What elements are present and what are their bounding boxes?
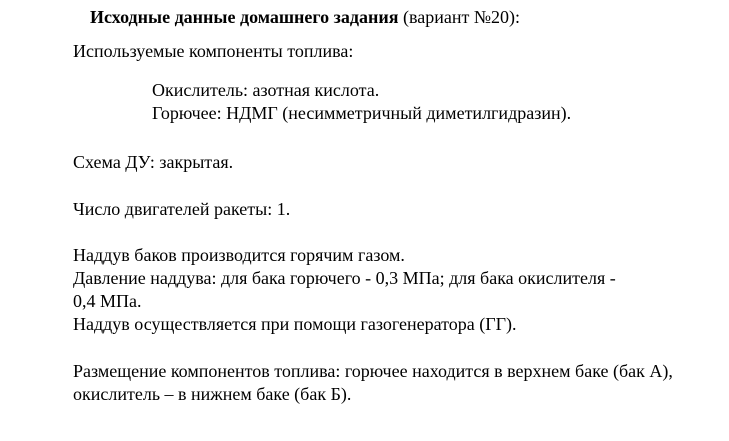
document-title [73,6,719,29]
placement-line-2: окислитель – в нижнем баке (бак Б). [73,384,352,404]
engine-scheme-line: Схема ДУ: закрытая. [73,152,234,172]
placement-line-1: Размещение компонентов топлива: горючее находится в верхнем баке (бак А), [73,361,673,381]
fuel-line: Горючее: НДМГ (несимметричный диметилгидразин). [152,103,572,123]
engine-count-line: Число двигателей ракеты: 1. [73,199,291,219]
pressurization-block [73,244,719,336]
fuel-components-block [73,79,719,125]
pressurization-line-2: Давление наддува: для бака горючего - 0,3 МПа; для бака окислителя - [73,268,616,288]
document-title-bold-text: Исходные данные домашнего задания [90,7,399,27]
fuel-components-header: Используемые компоненты топлива: [73,41,354,61]
document-title-variant-text: (вариант №20): [398,7,521,27]
pressurization-line-3: 0,4 МПа. [73,291,142,311]
pressurization-line-4: Наддув осуществляется при помощи газогенератора (ГГ). [73,314,517,334]
pressurization-line-1: Наддув баков производится горячим газом. [73,245,405,265]
oxidizer-line: Окислитель: азотная кислота. [152,80,380,100]
component-placement-block [73,360,719,406]
